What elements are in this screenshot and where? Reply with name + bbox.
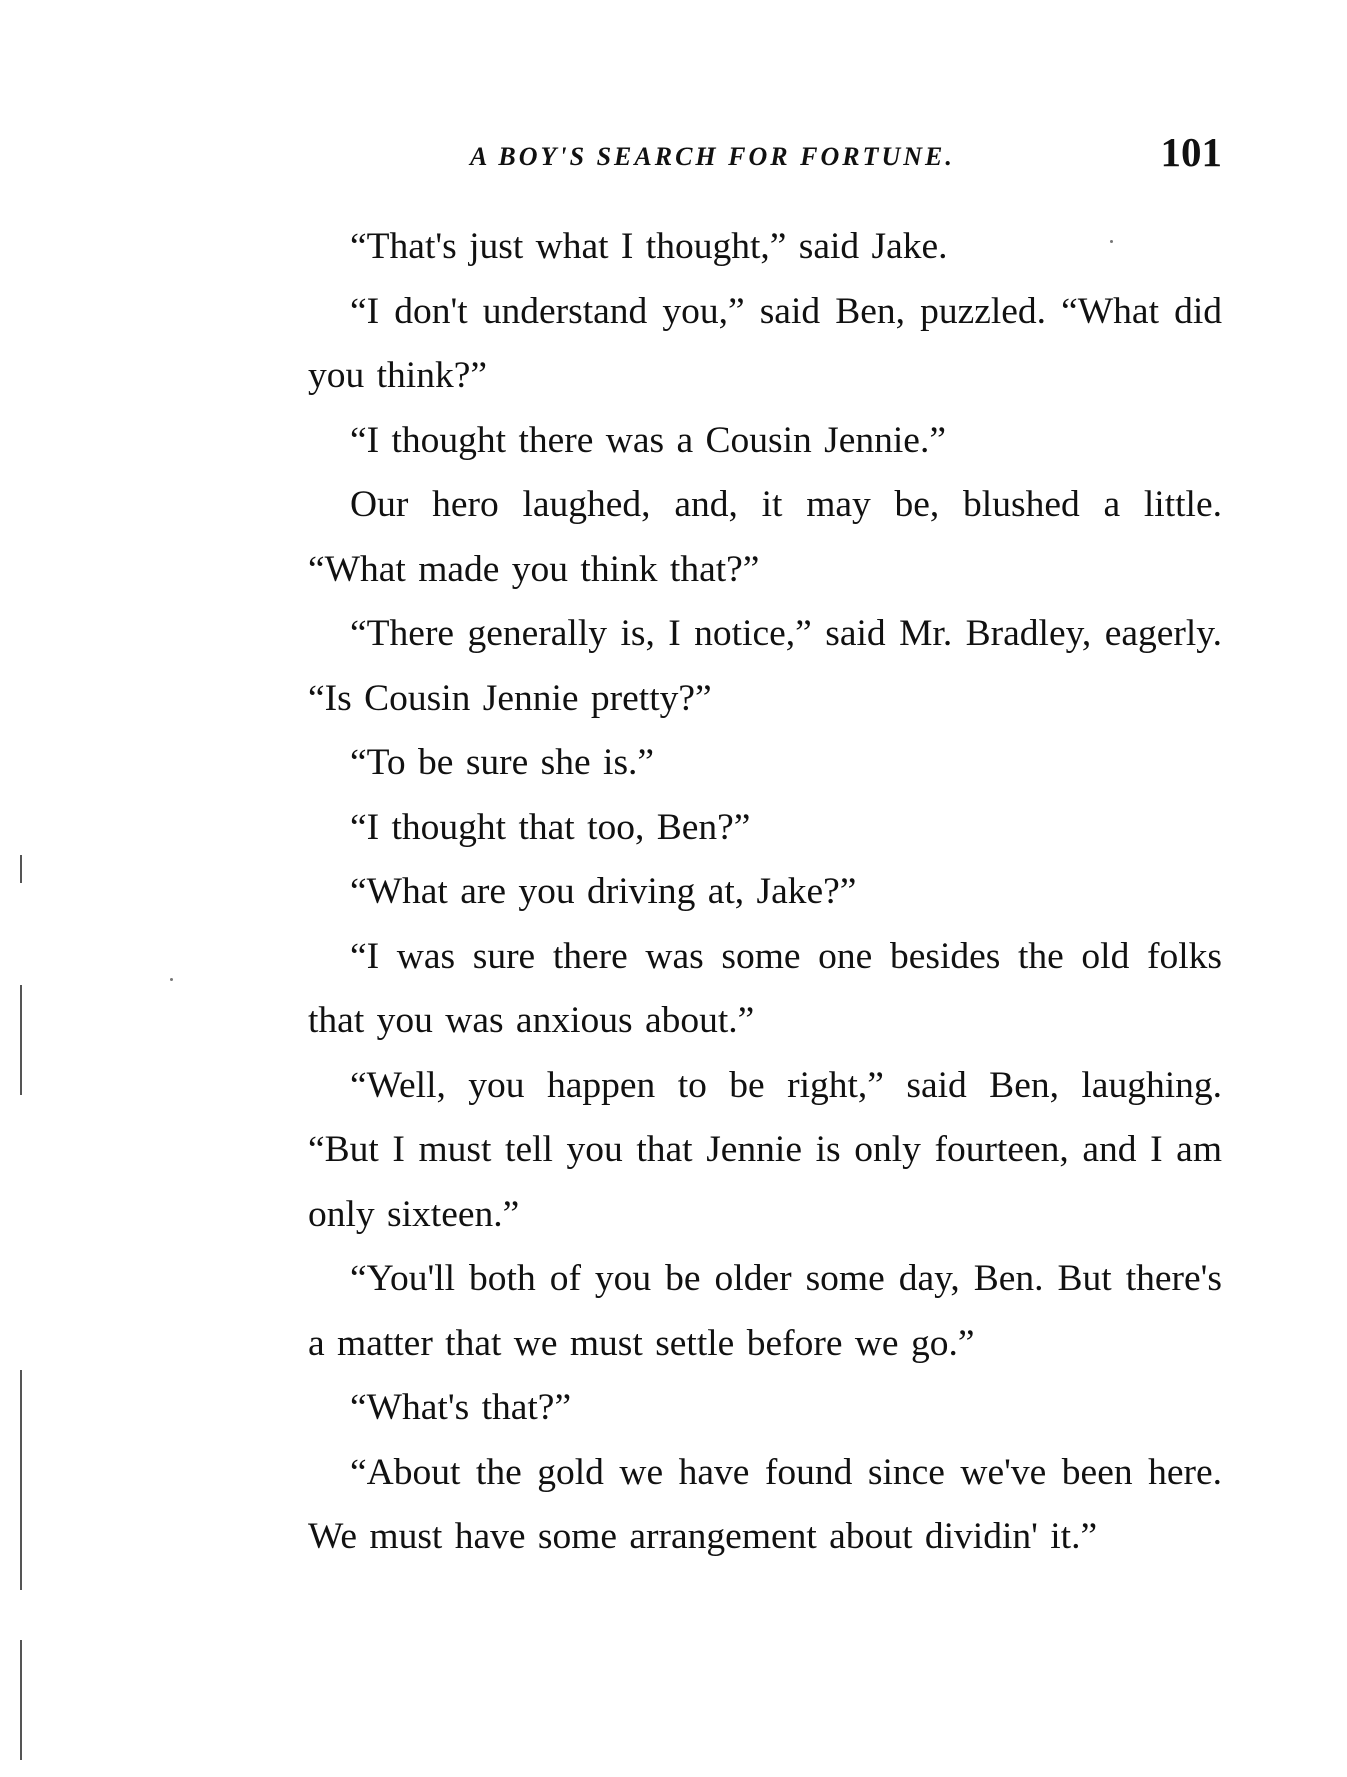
- running-title: A BOY'S SEARCH FOR FORTUNE.: [470, 142, 955, 171]
- body-text: [308, 215, 1222, 1570]
- scan-margin-mark: [20, 855, 22, 883]
- paragraph: “I thought there was a Cousin Jennie.”: [350, 419, 946, 461]
- paragraph: “You'll both of you be older some day, Ben. But there's a matter that we must settle before we go.”: [308, 1258, 1222, 1364]
- paragraph: “I thought that too, Ben?”: [350, 806, 751, 848]
- paragraph: “There generally is, I notice,” said Mr. Bradley, eagerly. “Is Cousin Jennie pretty?”: [308, 613, 1222, 719]
- paragraph: “That's just what I thought,” said Jake.: [350, 226, 948, 267]
- scan-margin-mark: [20, 1640, 22, 1760]
- scan-margin-mark: [20, 985, 22, 1095]
- scan-margin-mark: [20, 1370, 22, 1590]
- paragraph: “About the gold we have found since we've been here. We must have some arrangement about dividin' it.”: [308, 1451, 1222, 1557]
- paragraph: “I don't understand you,” said Ben, puzzled. “What did you think?”: [308, 290, 1222, 396]
- paragraph: Our hero laughed, and, it may be, blushed a little. “What made you think that?”: [308, 484, 1222, 590]
- scan-speck: [170, 978, 173, 981]
- running-head: [300, 128, 1222, 188]
- paragraph: “I was sure there was some one besides the old folks that you was anxious about.”: [308, 935, 1222, 1041]
- paragraph: “What's that?”: [350, 1387, 572, 1428]
- paragraph: “What are you driving at, Jake?”: [350, 871, 857, 912]
- page-number: 101: [1160, 129, 1222, 175]
- paragraph: “To be sure she is.”: [350, 742, 655, 783]
- paragraph: “Well, you happen to be right,” said Ben, laughing. “But I must tell you that Jennie is only fourteen, and I am only sixteen.”: [308, 1064, 1222, 1235]
